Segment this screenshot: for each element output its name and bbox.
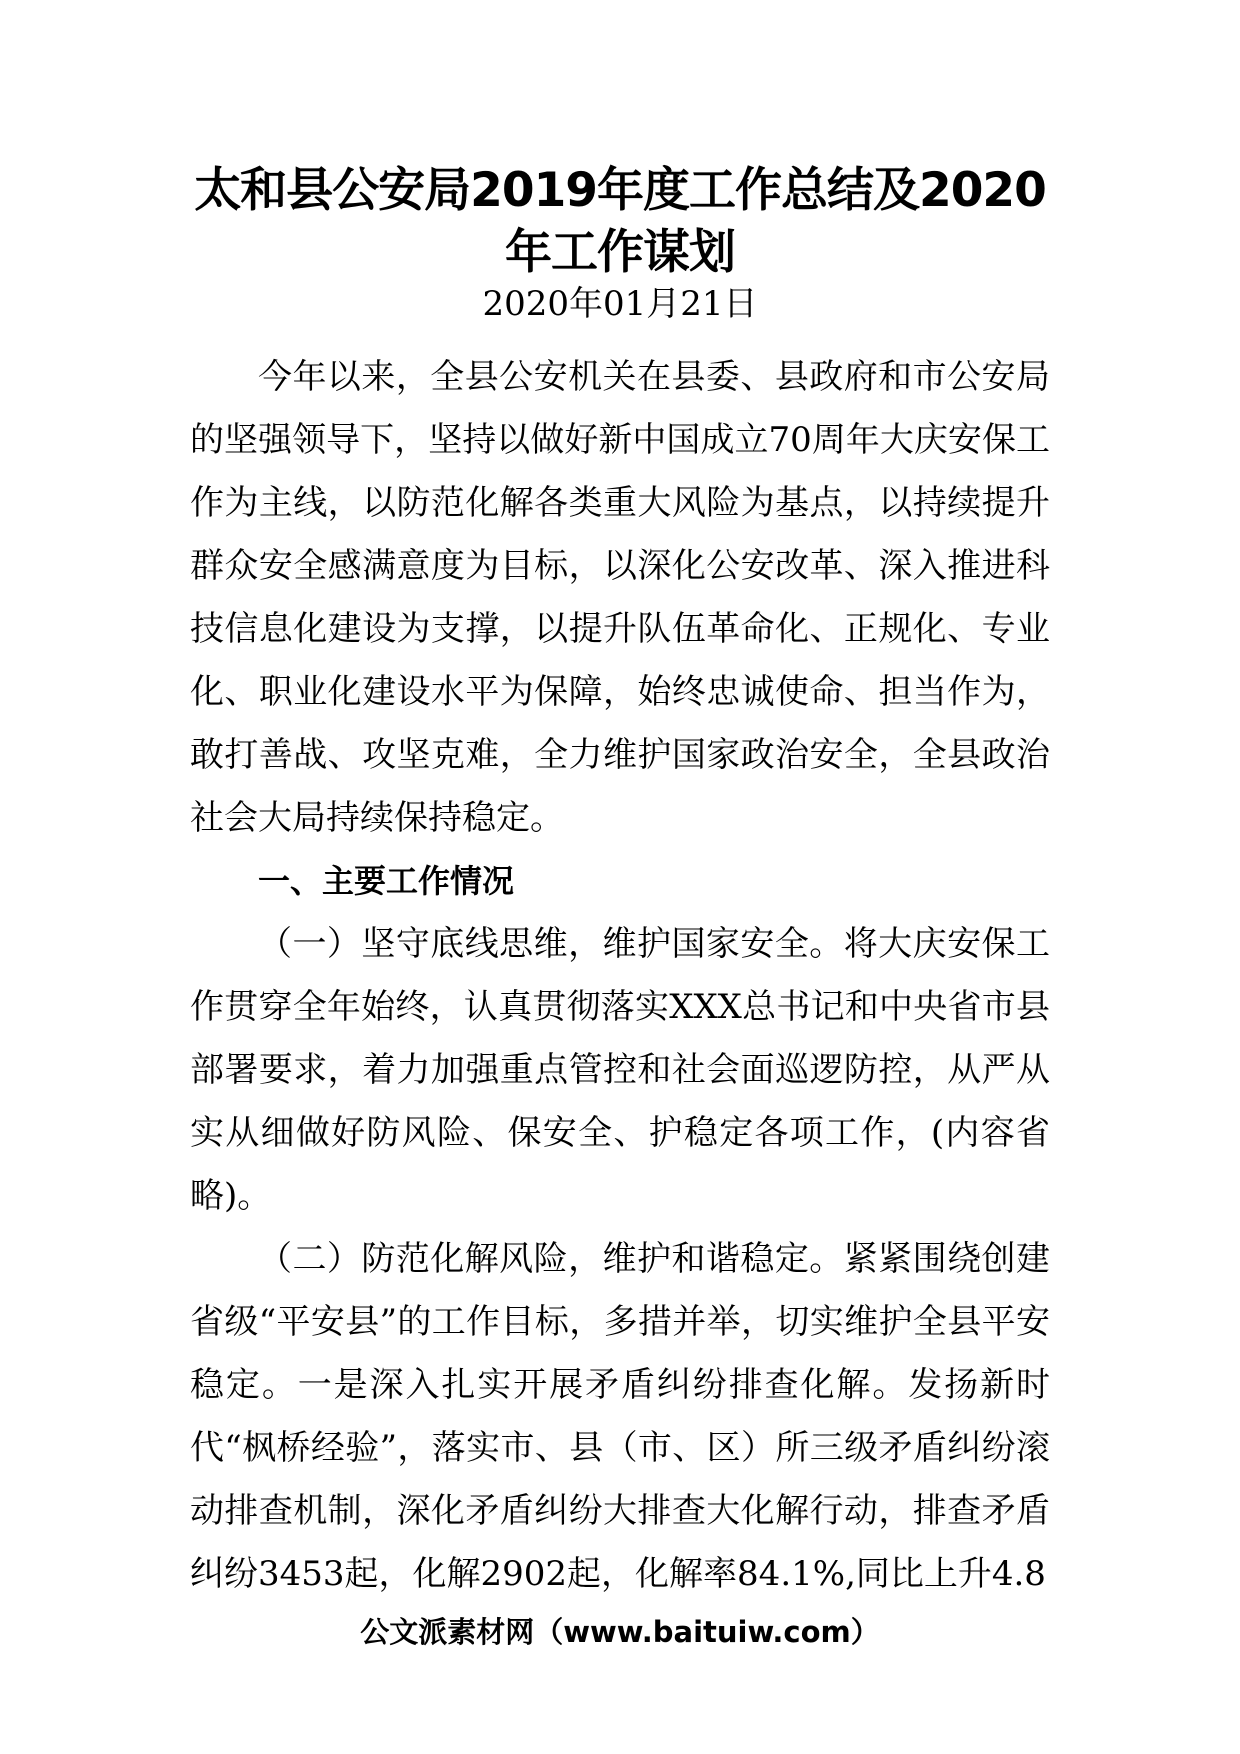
section-paragraph-2: （二）防范化解风险，维护和谐稳定。紧紧围绕创建省级“平安县”的工作目标，多措并举，切实维护全县平安稳定。一是深入扎实开展矛盾纠纷排查化解。发扬新时代“枫桥经验”，落实市、县（市、区）所三级矛盾纠纷滚动排查机制，深化矛盾纠纷大排查大化解行动，排查矛盾纠纷3453起，化解2902起，化解率84.1%,同比上升4.8: [190, 1239, 1050, 1594]
intro-paragraph: 今年以来，全县公安机关在县委、县政府和市公安局的坚强领导下，坚持以做好新中国成立70周年大庆安保工作为主线，以防范化解各类重大风险为基点，以持续提升群众安全感满意度为目标，以深化公安改革、深入推进科技信息化建设为支撑，以提升队伍革命化、正规化、专业化、职业化建设水平为保障，始终忠诚使命、担当作为，敢打善战、攻坚克难，全力维护国家政治安全，全县政治社会大局持续保持稳定。: [190, 357, 1050, 838]
section-paragraph-1: （一）坚守底线思维，维护国家安全。将大庆安保工作贯穿全年始终，认真贯彻落实XXX总书记和中央省市县部署要求，着力加强重点管控和社会面巡逻防控，从严从实从细做好防风险、保安全、护稳定各项工作，(内容省略)。: [190, 924, 1050, 1216]
footer-watermark: 公文派素材网（www.baituiw.com）: [360, 1615, 880, 1649]
document-date: 2020年01月21日: [482, 284, 758, 324]
document-title: 太和县公安局2019年度工作总结及2020年工作谋划: [194, 163, 1046, 280]
document-page: [190, 160, 1050, 1606]
section-heading: 一、主要工作情况: [258, 862, 515, 900]
